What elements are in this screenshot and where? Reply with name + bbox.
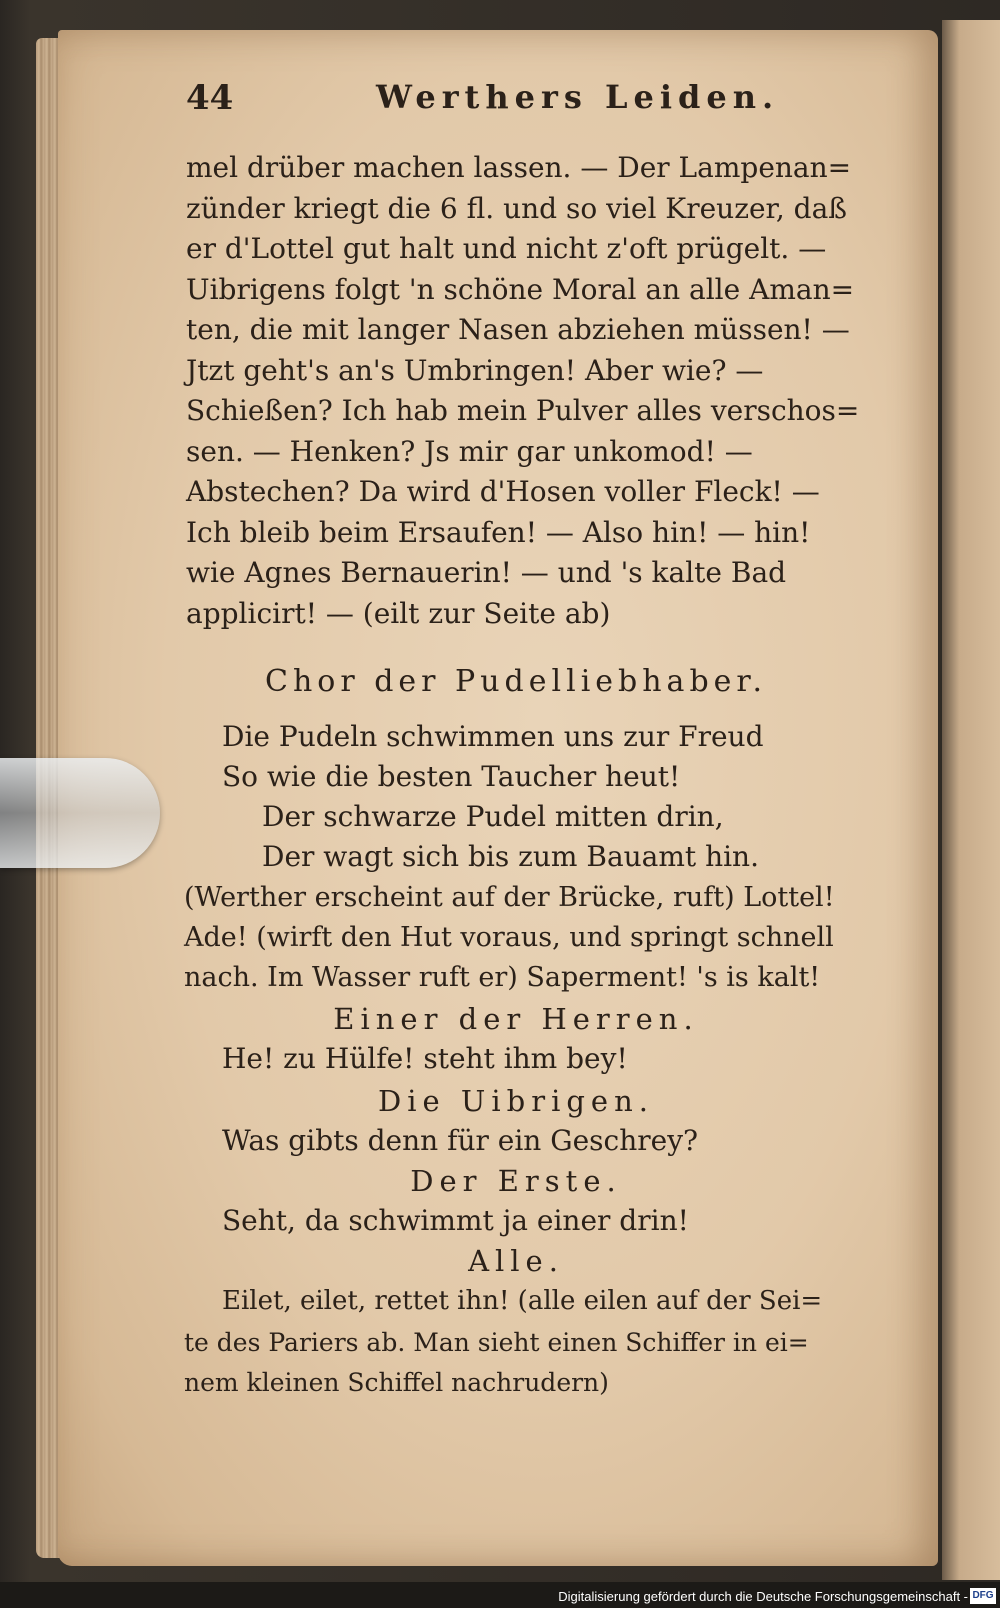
spoken-line: Seht, da schwimmt ja einer drin!: [222, 1204, 689, 1237]
prose-block: [186, 148, 860, 634]
page-holder-clip: [0, 758, 160, 868]
spoken-line: Was gibts denn für ein Geschrey?: [222, 1124, 699, 1157]
verse-line: So wie die besten Taucher heut!: [222, 760, 681, 793]
prose-line: zünder kriegt die 6 fl. und so viel Kreuzer, daß: [186, 191, 847, 225]
verse-line: Der wagt sich bis zum Bauamt hin.: [262, 840, 759, 873]
footer-credit: Digitalisierung gefördert durch die Deutsche Forschungsgemeinschaft -: [558, 1589, 968, 1604]
stage-direction-line: nem kleinen Schiffel nachrudern): [184, 1368, 609, 1397]
prose-line: Jtzt geht's an's Umbringen! Aber wie? —: [186, 353, 764, 387]
speaker-name: Der Erste.: [410, 1164, 622, 1198]
verse-line: Die Pudeln schwimmen uns zur Freud: [222, 720, 764, 753]
page-number: 44: [186, 78, 234, 118]
speaker-name: Alle.: [468, 1244, 564, 1278]
prose-line: Abstechen? Da wird d'Hosen voller Fleck! —: [186, 475, 820, 508]
prose-line: er d'Lottel gut halt und nicht z'oft prügelt. —: [186, 232, 827, 265]
stage-direction-line: (Werther erscheint auf der Brücke, ruft) Lottel!: [184, 882, 835, 913]
dfg-logo: DFG: [970, 1588, 996, 1604]
footer-bar: [0, 1582, 1000, 1608]
running-title: Werthers Leiden.: [376, 78, 780, 116]
stage-direction-line: nach. Im Wasser ruft er) Saperment! 's is kalt!: [184, 962, 821, 993]
chorus-heading: Chor der Pudelliebhaber.: [264, 664, 767, 699]
verse-line: Der schwarze Pudel mitten drin,: [262, 800, 724, 833]
prose-line: sen. — Henken? Js mir gar unkomod! —: [186, 434, 753, 468]
prose-line: mel drüber machen lassen. — Der Lampenan=: [186, 151, 852, 184]
prose-line: applicirt! — (eilt zur Seite ab): [186, 596, 611, 630]
running-head: [186, 78, 846, 128]
prose-line: ten, die mit langer Nasen abziehen müssen! —: [186, 313, 850, 346]
speaker-name: Die Uibrigen.: [378, 1084, 654, 1118]
spoken-line: Eilet, eilet, rettet ihn! (alle eilen auf der Sei=: [222, 1286, 823, 1316]
stage-direction-line: Ade! (wirft den Hut voraus, und springt schnell: [184, 922, 834, 953]
prose-line: Uibrigens folgt 'n schöne Moral an alle Aman=: [186, 272, 855, 306]
prose-line: wie Agnes Bernauerin! — und 's kalte Bad: [186, 556, 787, 589]
facing-page-edge: [942, 20, 1000, 1580]
stage-direction-line: te des Pariers ab. Man sieht einen Schiffer in ei=: [184, 1328, 809, 1357]
prose-line: Ich bleib beim Ersaufen! — Also hin! — hin!: [186, 515, 811, 549]
speaker-name: Einer der Herren.: [333, 1002, 699, 1036]
spoken-line: He! zu Hülfe! steht ihm bey!: [222, 1042, 628, 1075]
prose-line: Schießen? Ich hab mein Pulver alles verschos=: [186, 394, 860, 427]
